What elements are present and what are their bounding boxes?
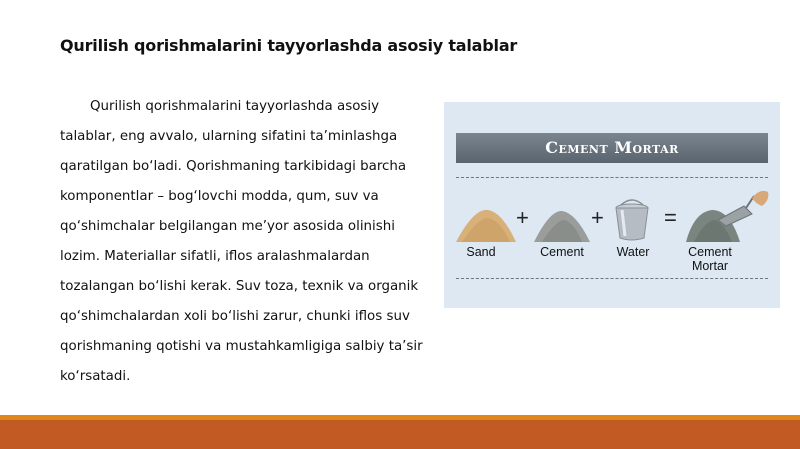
sand-pile-icon bbox=[454, 206, 518, 244]
cement-pile-icon bbox=[532, 206, 592, 244]
mortar-label-line: Mortar bbox=[691, 259, 729, 273]
water-label: Water bbox=[616, 245, 650, 259]
water-bucket-icon bbox=[610, 194, 654, 244]
paragraph-line: qaratilgan bo‘ladi. Qorishmaning tarkibidagi barcha bbox=[60, 159, 407, 174]
paragraph-line: qorishmaning qotishi va mustahkamligiga salbiy ta’sir bbox=[60, 339, 423, 354]
paragraph-line: komponentlar – bog‘lovchi modda, qum, suv va bbox=[60, 189, 379, 204]
plus-sign: + bbox=[516, 205, 529, 230]
cement-label: Cement bbox=[540, 245, 584, 259]
mortar-trowel-icon bbox=[682, 186, 772, 244]
banner-title: Cement Mortar bbox=[545, 138, 679, 157]
cement-mortar-label bbox=[682, 245, 738, 273]
paragraph-line: ko‘rsatadi. bbox=[60, 369, 131, 384]
paragraph-line: talablar, eng avvalo, ularning sifatini ta’minlashga bbox=[60, 129, 398, 144]
sand-label: Sand bbox=[466, 245, 496, 259]
plus-sign: + bbox=[591, 205, 604, 230]
figure-banner bbox=[456, 133, 768, 163]
cement-mortar-figure bbox=[444, 102, 780, 308]
dashed-divider bbox=[456, 278, 768, 279]
body-paragraph bbox=[60, 92, 432, 392]
paragraph-line: qo‘shimchalardan xoli bo‘lishi zarur, chunki iflos suv bbox=[60, 309, 410, 324]
paragraph-line: qo‘shimchalar belgilangan me’yor asosida olinishi bbox=[60, 219, 395, 234]
mortar-label-line: Cement bbox=[688, 245, 732, 259]
equals-sign: = bbox=[664, 205, 677, 230]
footer-bar bbox=[0, 420, 800, 449]
paragraph-line: lozim. Materiallar sifatli, iflos aralashmalardan bbox=[60, 249, 370, 264]
page-title: Qurilish qorishmalarini tayyorlashda asosiy talablar bbox=[60, 36, 518, 55]
dashed-divider bbox=[456, 177, 768, 178]
paragraph-line: Qurilish qorishmalarini tayyorlashda asosiy bbox=[90, 99, 380, 114]
paragraph-line: tozalangan bo‘lishi kerak. Suv toza, texnik va organik bbox=[60, 279, 419, 294]
